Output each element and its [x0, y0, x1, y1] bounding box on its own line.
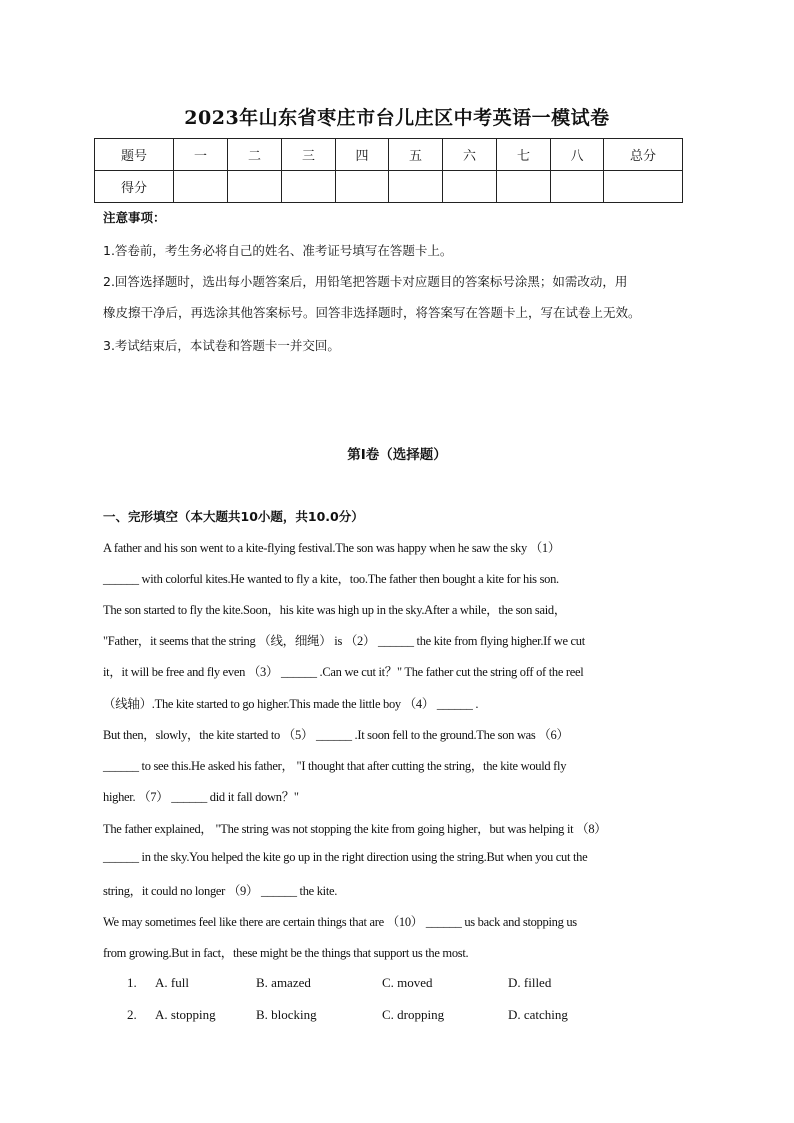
option-c[interactable]: C. dropping [382, 1007, 445, 1022]
score-header-cell: 总分 [604, 139, 683, 171]
score-header-cell: 五 [389, 139, 443, 171]
notes-line: 2.回答选择题时，选出每小题答案后，用铅笔把答题卡对应题目的答案标号涂黑；如需改动，用 [103, 274, 628, 289]
score-header-cell: 三 [282, 139, 336, 171]
score-cell[interactable] [228, 171, 282, 203]
option-number: 1. [127, 975, 137, 990]
passage-line: ______ in the sky.You helped the kite go up in the right direction using the string.But when you cut the [103, 850, 588, 864]
passage-line: But then，slowly，the kite started to （5） ______ .It soon fell to the ground.The son was （6） [103, 728, 569, 742]
notes-line: 橡皮擦干净后，再选涂其他答案标号。回答非选择题时，将答案写在答题卡上，写在试卷上无效。 [103, 305, 641, 320]
score-table [94, 138, 683, 203]
option-number: 2. [127, 1007, 137, 1022]
score-cell[interactable] [497, 171, 551, 203]
score-table-header-row [95, 139, 683, 171]
notes-line: 3.考试结束后，本试卷和答题卡一并交回。 [103, 338, 340, 353]
passage-line: "Father，it seems that the string （线，细绳） is （2） ______ the kite from flying higher.If we cut [103, 634, 585, 648]
passage-line: The son started to fly the kite.Soon，his kite was high up in the sky.After a while，the son said， [103, 603, 567, 617]
score-cell[interactable] [443, 171, 497, 203]
score-header-cell: 八 [551, 139, 604, 171]
passage-line: ______ to see this.He asked his father， "I thought that after cutting the string，the kite would fly [103, 759, 567, 773]
passage-line: We may sometimes feel like there are certain things that are （10） ______ us back and stopping us [103, 915, 577, 929]
passage-line: A father and his son went to a kite-flying festival.The son was happy when he saw the sky （1） [103, 541, 561, 555]
score-cell[interactable] [389, 171, 443, 203]
score-cell[interactable] [282, 171, 336, 203]
passage-line: （线轴）.The kite started to go higher.This made the little boy （4） ______ . [103, 697, 479, 711]
score-header-cell: 七 [497, 139, 551, 171]
option-d[interactable]: D. filled [508, 975, 552, 990]
score-row-label: 得分 [95, 171, 174, 203]
option-a[interactable]: A. full [155, 975, 189, 990]
option-b[interactable]: B. blocking [256, 1007, 317, 1022]
option-c[interactable]: C. moved [382, 975, 433, 990]
notes-heading: 注意事项： [103, 210, 166, 225]
question-heading: 一、完形填空（本大题共10小题，共10.0分） [103, 509, 364, 524]
exam-title: 2023年山东省枣庄市台儿庄区中考英语一模试卷 [184, 107, 610, 129]
option-a[interactable]: A. stopping [155, 1007, 216, 1022]
score-table-score-row [95, 171, 683, 203]
score-cell[interactable] [336, 171, 389, 203]
section-title: 第I卷（选择题） [347, 447, 447, 463]
score-header-cell: 四 [336, 139, 389, 171]
passage-line: higher. （7） ______ did it fall down？" [103, 790, 299, 804]
passage-line: string，it could no longer （9） ______ the kite. [103, 884, 338, 898]
score-header-cell: 一 [174, 139, 228, 171]
score-cell[interactable] [551, 171, 604, 203]
passage-line: The father explained， "The string was not stopping the kite from going higher，but was helping it （8） [103, 822, 607, 836]
passage-line: from growing.But in fact，these might be the things that support us the most. [103, 946, 469, 960]
passage-line: it，it will be free and fly even （3） ______ .Can we cut it？" The father cut the string off of the reel [103, 665, 584, 679]
score-header-cell: 题号 [95, 139, 174, 171]
score-header-cell: 二 [228, 139, 282, 171]
score-cell[interactable] [174, 171, 228, 203]
notes-line: 1.答卷前，考生务必将自己的姓名、准考证号填写在答题卡上。 [103, 243, 453, 258]
passage-line: ______ with colorful kites.He wanted to fly a kite，too.The father then bought a kite for his son. [103, 572, 559, 586]
option-d[interactable]: D. catching [508, 1007, 568, 1022]
score-cell[interactable] [604, 171, 683, 203]
score-header-cell: 六 [443, 139, 497, 171]
option-b[interactable]: B. amazed [256, 975, 311, 990]
